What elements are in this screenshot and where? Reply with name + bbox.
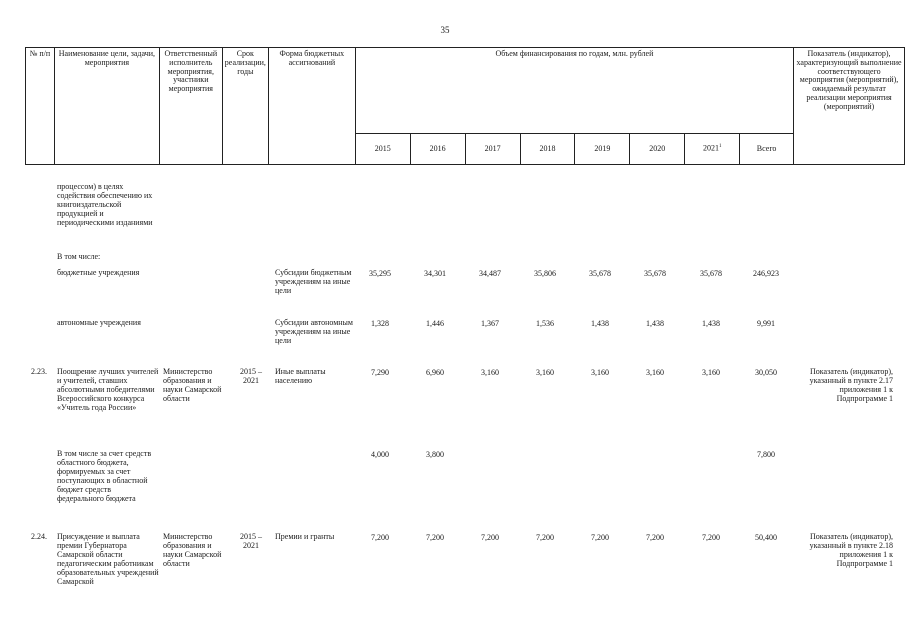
header-year-2020: 2020 bbox=[630, 134, 685, 165]
row-223-federal-total: 7,800 bbox=[757, 450, 775, 459]
row-224-number: 2.24. bbox=[31, 532, 47, 541]
row-autonomous-2017: 1,367 bbox=[481, 319, 499, 328]
row-224-2020: 7,200 bbox=[646, 533, 664, 542]
row-223-federal-2015: 4,000 bbox=[371, 450, 389, 459]
row-continuation-name: процессом) в целях содействия обеспечению их книгоиздательской продукцией и периодическими изданиями bbox=[57, 182, 153, 227]
row-224-2021: 7,200 bbox=[702, 533, 720, 542]
row-budget-total: 246,923 bbox=[753, 269, 779, 278]
row-223-federal-name: В том числе за счет средств областного бюджета, формируемых за счет поступающих в областной бюджет средств федерального бюджета bbox=[57, 449, 152, 503]
row-224-term: 2015 – 2021 bbox=[240, 532, 262, 550]
row-budget-form: Субсидии бюджетным учреждениям на иные цели bbox=[275, 268, 352, 295]
row-223-indicator: Показатель (индикатор), указанный в пункте 2.17 приложения 1 к Подпрограмме 1 bbox=[809, 367, 893, 403]
header-indicator: Показатель (индикатор), характеризующий выполнение соответствующего мероприятия (мероприятий), ожидаемый результат реализации мероприятия (мероприятий) bbox=[794, 48, 905, 165]
row-223-2019: 3,160 bbox=[591, 368, 609, 377]
row-223-federal-2016: 3,800 bbox=[426, 450, 444, 459]
row-223-total: 30,050 bbox=[755, 368, 777, 377]
row-223-number: 2.23. bbox=[31, 367, 47, 376]
row-224-2015: 7,200 bbox=[371, 533, 389, 542]
row-223-2018: 3,160 bbox=[536, 368, 554, 377]
header-table bbox=[25, 47, 905, 165]
row-budget-2019: 35,678 bbox=[589, 269, 611, 278]
header-volume: Объем финансирования по годам, млн. рублей bbox=[355, 48, 793, 134]
row-autonomous-2021: 1,438 bbox=[702, 319, 720, 328]
row-224-indicator: Показатель (индикатор), указанный в пункте 2.18 приложения 1 к Подпрограмме 1 bbox=[809, 532, 893, 568]
header-year-2018: 2018 bbox=[520, 134, 575, 165]
row-budget-2016: 34,301 bbox=[424, 269, 446, 278]
row-autonomous-2015: 1,328 bbox=[371, 319, 389, 328]
row-223-2016: 6,960 bbox=[426, 368, 444, 377]
row-autonomous-2016: 1,446 bbox=[426, 319, 444, 328]
row-224-total: 50,400 bbox=[755, 533, 777, 542]
row-223-form: Иные выплаты населению bbox=[275, 367, 326, 385]
row-223-2015: 7,290 bbox=[371, 368, 389, 377]
row-224-form: Премии и гранты bbox=[275, 532, 335, 541]
row-budget-2021: 35,678 bbox=[700, 269, 722, 278]
header-year-2015: 2015 bbox=[355, 134, 410, 165]
row-224-responsible: Министерство образования и науки Самарской области bbox=[163, 532, 222, 568]
row-223-name: Поощрение лучших учителей и учителей, ставших абсолютными победителями Всероссийского конкурса «Учитель года России» bbox=[57, 367, 159, 412]
footnote-mark: 1 bbox=[718, 144, 722, 150]
row-autonomous-2018: 1,536 bbox=[536, 319, 554, 328]
row-223-term: 2015 – 2021 bbox=[240, 367, 262, 385]
row-autonomous-total: 9,991 bbox=[757, 319, 775, 328]
header-year-2021 bbox=[685, 134, 740, 165]
row-autonomous-form: Субсидии автономным учреждениям на иные цели bbox=[275, 318, 353, 345]
row-budget-2015: 35,295 bbox=[369, 269, 391, 278]
page-number: 35 bbox=[440, 25, 450, 35]
header-name: Наименование цели, задачи, мероприятия bbox=[54, 48, 159, 165]
row-including-label: В том числе: bbox=[57, 252, 101, 261]
row-224-name: Присуждение и выплата премии Губернатора Самарской области педагогическим работникам образовательных учреждений Самарской bbox=[57, 532, 159, 586]
header-form: Форма бюджетных ассигнований bbox=[268, 48, 355, 165]
header-total: Всего bbox=[740, 134, 794, 165]
row-autonomous-2020: 1,438 bbox=[646, 319, 664, 328]
row-budget-2020: 35,678 bbox=[644, 269, 666, 278]
header-term: Срок реализации, годы bbox=[222, 48, 268, 165]
row-223-2020: 3,160 bbox=[646, 368, 664, 377]
header-year-2016: 2016 bbox=[410, 134, 465, 165]
row-budget-2018: 35,806 bbox=[534, 269, 556, 278]
row-223-responsible: Министерство образования и науки Самарской области bbox=[163, 367, 222, 403]
header-num: № п/п bbox=[26, 48, 55, 165]
header-year-2017: 2017 bbox=[465, 134, 520, 165]
row-budget-2017: 34,487 bbox=[479, 269, 501, 278]
header-year-2019: 2019 bbox=[575, 134, 630, 165]
year-2021-label: 2021 bbox=[702, 143, 719, 153]
row-budget-name: бюджетные учреждения bbox=[57, 268, 140, 277]
row-224-2019: 7,200 bbox=[591, 533, 609, 542]
row-autonomous-2019: 1,438 bbox=[591, 319, 609, 328]
row-223-2021: 3,160 bbox=[702, 368, 720, 377]
row-autonomous-name: автономные учреждения bbox=[57, 318, 141, 327]
row-223-2017: 3,160 bbox=[481, 368, 499, 377]
row-224-2016: 7,200 bbox=[426, 533, 444, 542]
row-224-2018: 7,200 bbox=[536, 533, 554, 542]
header-responsible: Ответственный исполнитель мероприятия, участники мероприятия bbox=[159, 48, 222, 165]
row-224-2017: 7,200 bbox=[481, 533, 499, 542]
